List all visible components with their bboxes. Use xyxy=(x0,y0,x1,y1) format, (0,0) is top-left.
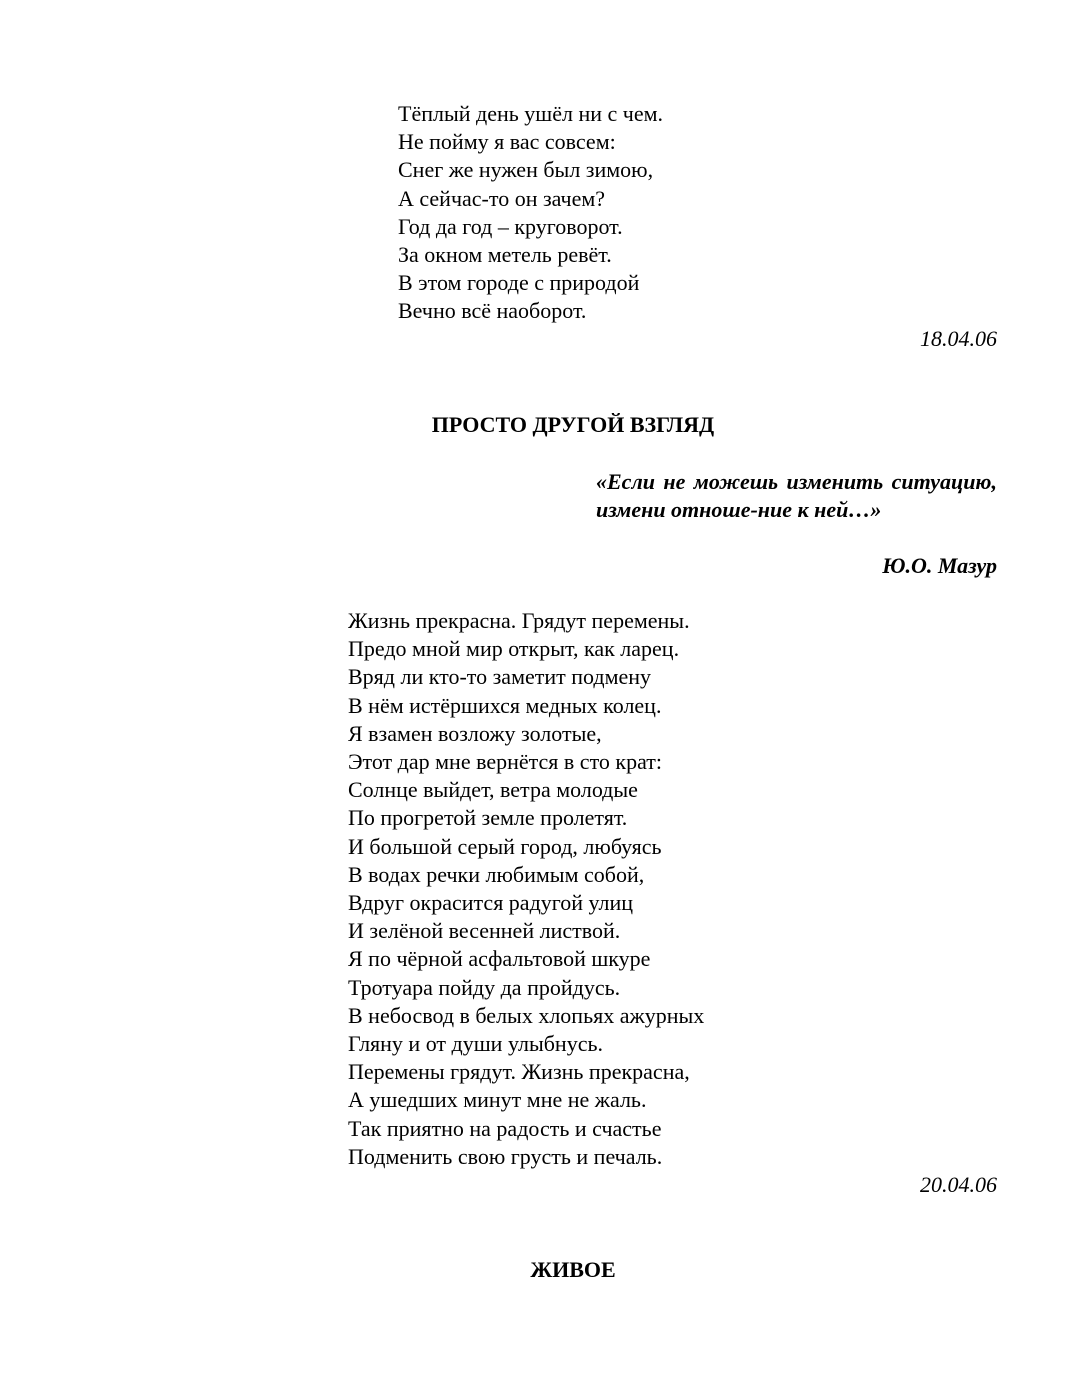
poem-line: В водах речки любимым собой, xyxy=(348,861,645,887)
poem-line: Вряд ли кто-то заметит подмену xyxy=(348,664,652,690)
poem-line: Жизнь прекрасна. Грядут перемены. xyxy=(348,608,690,633)
poem-line: Не пойму я вас совсем: xyxy=(398,129,616,155)
poem-line: Тёплый день ушёл ни с чем. xyxy=(398,101,664,126)
poem-line: И большой серый город, любуясь xyxy=(348,833,662,859)
poem-line: А ушедших минут мне не жаль. xyxy=(348,1087,647,1113)
poem-line: Предо мной мир открыт, как ларец. xyxy=(348,636,680,662)
poem-line: Вечно всё наоборот. xyxy=(398,298,587,324)
poem-line: Я взамен возложу золотые, xyxy=(348,720,602,746)
poem-1-date: 18.04.06 xyxy=(920,326,997,351)
poem-line: Тротуара пойду да пройдусь. xyxy=(348,974,621,1000)
poem-line: Вдруг окрасится радугой улиц xyxy=(348,890,634,916)
poem-2-title: ПРОСТО ДРУГОЙ ВЗГЛЯД xyxy=(431,412,715,437)
poem-line: По прогретой земле пролетят. xyxy=(348,805,628,831)
poem-2-stanza xyxy=(348,607,998,1171)
poem-3-title: ЖИВОЕ xyxy=(530,1257,616,1282)
poem-line: Перемены грядут. Жизнь прекрасна, xyxy=(348,1059,690,1085)
poem-line: За окном метель ревёт. xyxy=(398,242,612,268)
poem-line: Я по чёрной асфальтовой шкуре xyxy=(348,946,651,972)
poem-2-epigraph: «Если не можешь изменить ситуацию, измени отноше-ние к ней…» xyxy=(596,469,997,522)
poem-line: Так приятно на радость и счастье xyxy=(348,1115,662,1141)
poem-line: И зелёной весенней листвой. xyxy=(348,918,621,944)
poem-2-date: 20.04.06 xyxy=(920,1172,997,1197)
poem-line: Солнце выйдет, ветра молодые xyxy=(348,777,638,803)
poem-line: В этом городе с природой xyxy=(398,270,640,296)
poem-line: Подменить свою грусть и печаль. xyxy=(348,1143,663,1169)
poem-line: Этот дар мне вернётся в сто крат: xyxy=(348,749,663,775)
poem-1-stanza xyxy=(398,100,998,326)
poem-2-epigraph-author: Ю.О. Мазур xyxy=(882,553,997,578)
poem-line: Гляну и от души улыбнусь. xyxy=(348,1031,603,1057)
poem-line: Год да год – круговорот. xyxy=(398,213,623,239)
poem-line: В нём истёршихся медных колец. xyxy=(348,692,662,718)
poem-line: А сейчас-то он зачем? xyxy=(398,185,606,211)
poem-line: Снег же нужен был зимою, xyxy=(398,157,654,183)
poem-line: В небосвод в белых хлопьях ажурных xyxy=(348,1002,705,1028)
